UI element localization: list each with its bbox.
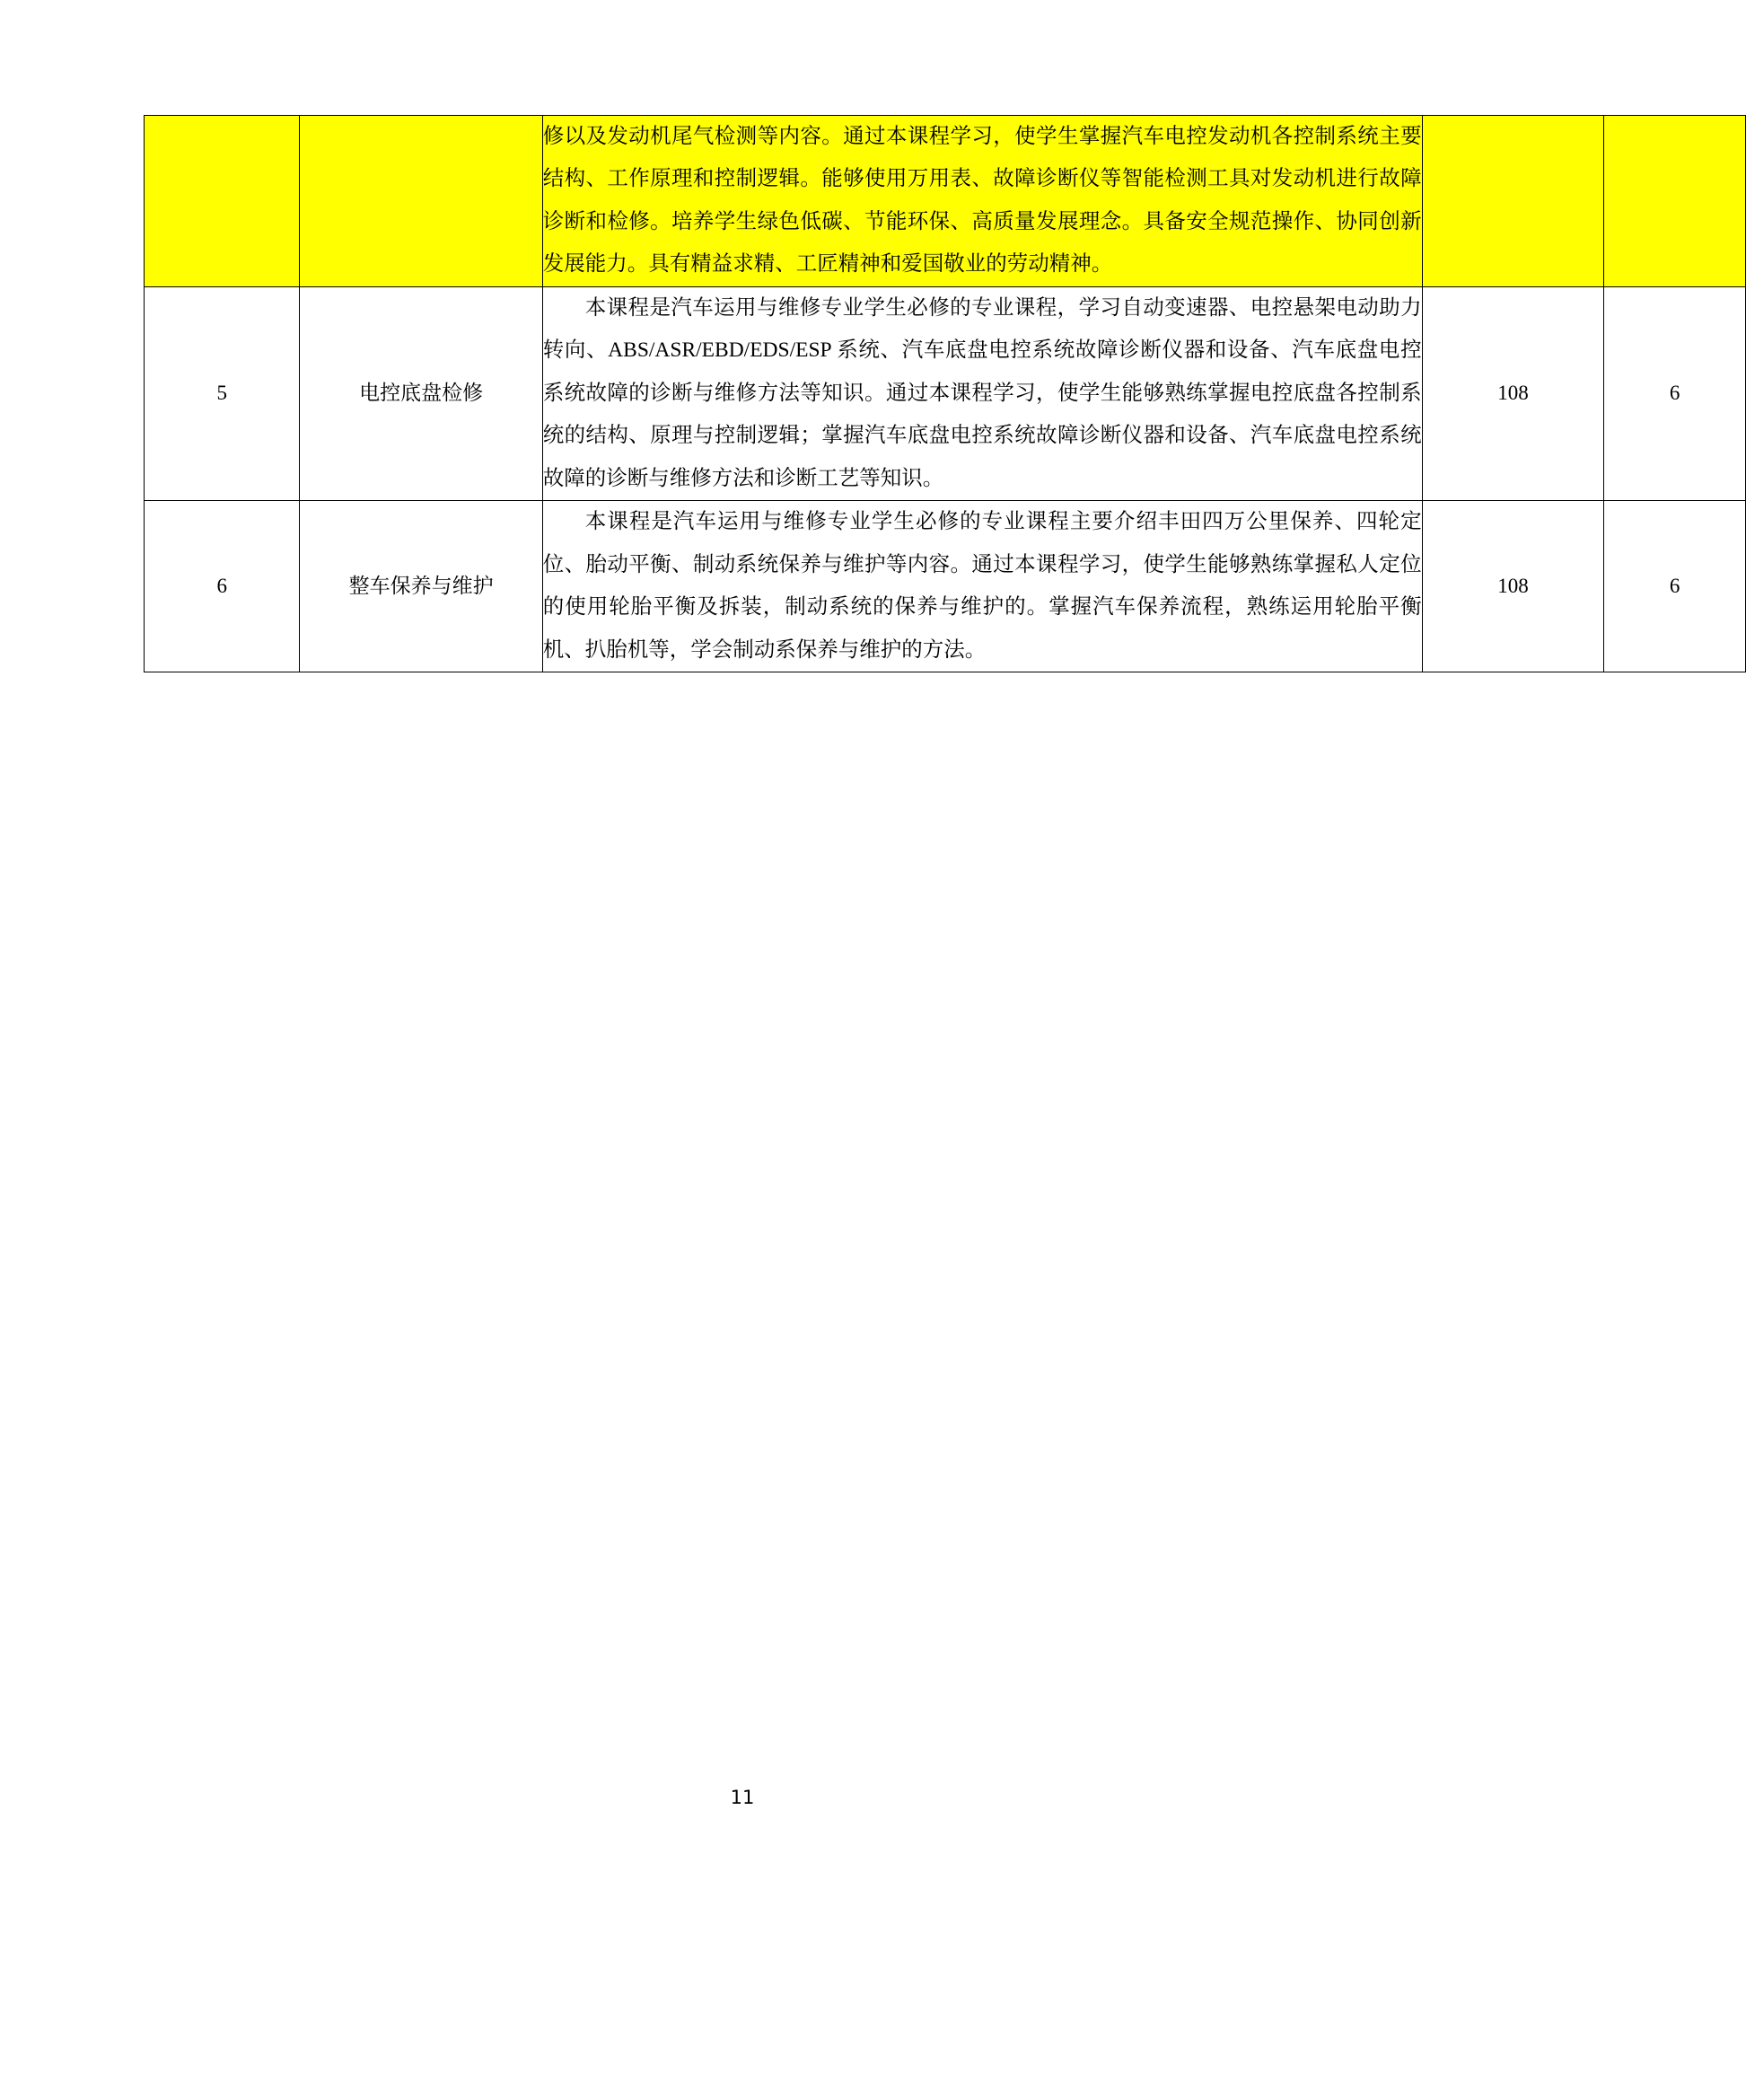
course-table <box>144 115 1746 672</box>
cell-course-name <box>300 116 542 287</box>
cell-hours <box>1422 116 1604 287</box>
cell-course-description: 修以及发动机尾气检测等内容。通过本课程学习，使学生掌握汽车电控发动机各控制系统主要结构、工作原理和控制逻辑。能够使用万用表、故障诊断仪等智能检测工具对发动机进行故障诊断和检修。培养学生绿色低碳、节能环保、高质量发展理念。具备安全规范操作、协同创新发展能力。具有精益求精、工匠精神和爱国敬业的劳动精神。 <box>542 116 1422 287</box>
table-row <box>145 116 1746 287</box>
cell-credits: 6 <box>1604 501 1746 672</box>
cell-hours: 108 <box>1422 501 1604 672</box>
table-row <box>145 286 1746 500</box>
cell-index <box>145 116 300 287</box>
cell-course-name: 电控底盘检修 <box>300 286 542 500</box>
cell-course-description: 本课程是汽车运用与维修专业学生必修的专业课程主要介绍丰田四万公里保养、四轮定位、胎动平衡、制动系统保养与维护等内容。通过本课程学习，使学生能够熟练掌握私人定位的使用轮胎平衡及拆装，制动系统的保养与维护的。掌握汽车保养流程，熟练运用轮胎平衡机、扒胎机等，学会制动系保养与维护的方法。 <box>542 501 1422 672</box>
cell-index: 6 <box>145 501 300 672</box>
cell-credits: 6 <box>1604 286 1746 500</box>
cell-course-description: 本课程是汽车运用与维修专业学生必修的专业课程，学习自动变速器、电控悬架电动助力转向、ABS/ASR/EBD/EDS/ESP 系统、汽车底盘电控系统故障诊断仪器和设备、汽车底盘电控系统故障的诊断与维修方法等知识。通过本课程学习，使学生能够熟练掌握电控底盘各控制系统的结构、原理与控制逻辑；掌握汽车底盘电控系统故障诊断仪器和设备、汽车底盘电控系统故障的诊断与维修方法和诊断工艺等知识。 <box>542 286 1422 500</box>
cell-hours: 108 <box>1422 286 1604 500</box>
cell-index: 5 <box>145 286 300 500</box>
table-row <box>145 501 1746 672</box>
page-number: 11 <box>730 1787 755 1808</box>
cell-credits <box>1604 116 1746 287</box>
cell-course-name: 整车保养与维护 <box>300 501 542 672</box>
